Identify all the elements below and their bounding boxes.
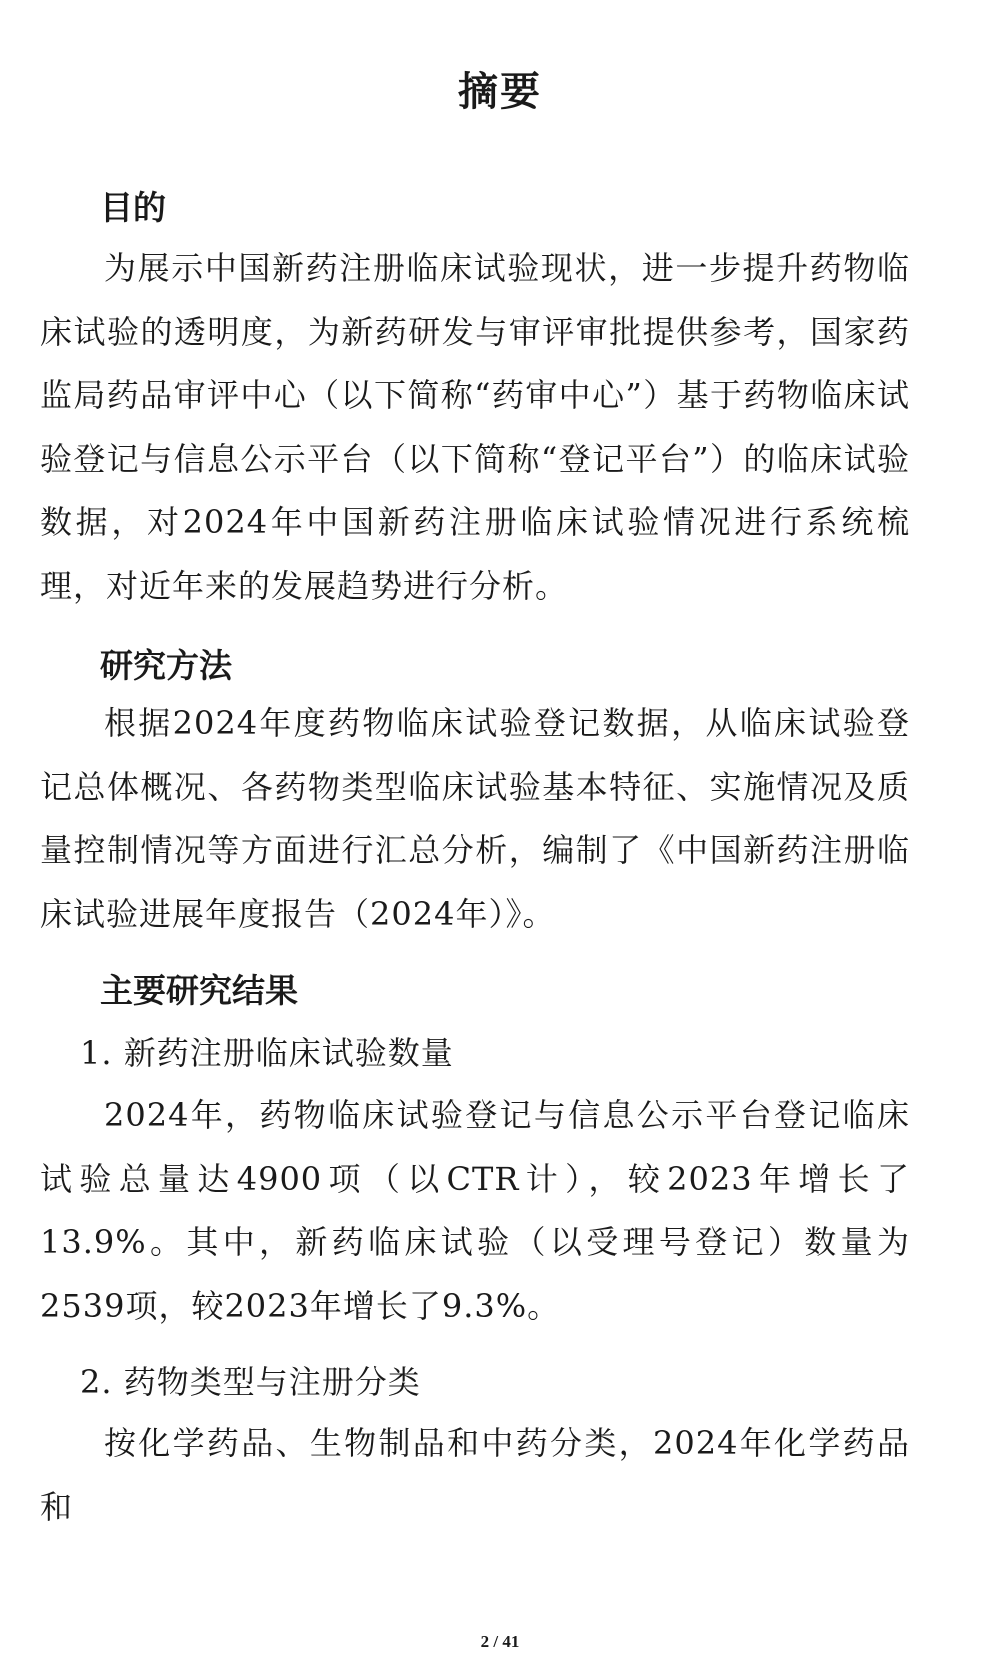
methods-heading: 研究方法 — [100, 646, 232, 685]
results-heading: 主要研究结果 — [100, 971, 298, 1010]
result-item-1-paragraph: 2024年，药物临床试验登记与信息公示平台登记临床试验总量达4900项（以CTR计），较2023年增长了13.9%。其中，新药临床试验（以受理号登记）数量为2539项，较2023年增长了9.3%。 — [40, 1096, 910, 1325]
purpose-heading: 目的 — [100, 188, 166, 227]
methods-paragraph: 根据2024年度药物临床试验登记数据，从临床试验登记总体概况、各药物类型临床试验基本特征、实施情况及质量控制情况等方面进行汇总分析，编制了《中国新药注册临床试验进展年度报告（2024年）》。 — [40, 704, 910, 933]
result-item-2-paragraph: 按化学药品、生物制品和中药分类，2024年化学药品和 — [40, 1424, 910, 1526]
result-item-2-title: 2. 药物类型与注册分类 — [80, 1363, 421, 1401]
page-number: 2 / 41 — [480, 1632, 520, 1651]
purpose-paragraph: 为展示中国新药注册临床试验现状，进一步提升药物临床试验的透明度，为新药研发与审评审批提供参考，国家药监局药品审评中心（以下简称“药审中心”）基于药物临床试验登记与信息公示平台（以下简称“登记平台”）的临床试验数据，对2024年中国新药注册临床试验情况进行系统梳理，对近年来的发展趋势进行分析。 — [40, 249, 910, 605]
page-title: 摘要 — [458, 69, 542, 115]
result-item-1-title: 1. 新药注册临床试验数量 — [80, 1034, 454, 1072]
